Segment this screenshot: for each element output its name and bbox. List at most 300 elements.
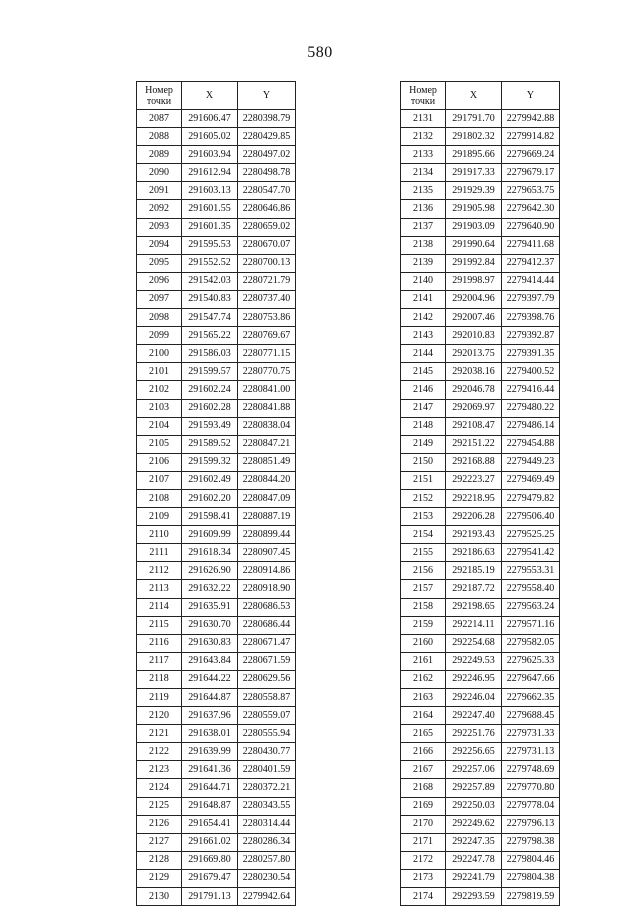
table-row bbox=[401, 888, 560, 906]
table-row bbox=[401, 815, 560, 833]
point-number-cell: 2166 bbox=[401, 743, 446, 761]
point-number-cell: 2094 bbox=[137, 236, 182, 254]
point-number-cell: 2149 bbox=[401, 435, 446, 453]
x-cell: 292108.47 bbox=[446, 417, 502, 435]
y-cell: 2280700.13 bbox=[238, 254, 296, 272]
table-row bbox=[401, 309, 560, 327]
x-cell: 291644.22 bbox=[182, 670, 238, 688]
x-cell: 291595.53 bbox=[182, 236, 238, 254]
table-row bbox=[137, 435, 296, 453]
point-number-cell: 2096 bbox=[137, 272, 182, 290]
table-row bbox=[401, 110, 560, 128]
x-cell: 292247.40 bbox=[446, 707, 502, 725]
point-number-cell: 2169 bbox=[401, 797, 446, 815]
table-row bbox=[137, 471, 296, 489]
point-number-cell: 2100 bbox=[137, 345, 182, 363]
x-cell: 291565.22 bbox=[182, 327, 238, 345]
table-row bbox=[137, 544, 296, 562]
x-cell: 291654.41 bbox=[182, 815, 238, 833]
x-cell: 292007.46 bbox=[446, 309, 502, 327]
point-number-cell: 2159 bbox=[401, 616, 446, 634]
x-cell: 292046.78 bbox=[446, 381, 502, 399]
point-number-cell: 2133 bbox=[401, 146, 446, 164]
x-cell: 291593.49 bbox=[182, 417, 238, 435]
y-cell: 2280671.59 bbox=[238, 652, 296, 670]
table-row bbox=[401, 417, 560, 435]
table-row bbox=[137, 345, 296, 363]
table-row bbox=[401, 616, 560, 634]
point-number-cell: 2129 bbox=[137, 869, 182, 887]
y-cell: 2279414.44 bbox=[502, 272, 560, 290]
table-row bbox=[137, 851, 296, 869]
x-cell: 292250.03 bbox=[446, 797, 502, 815]
y-cell: 2279642.30 bbox=[502, 200, 560, 218]
y-cell: 2280558.87 bbox=[238, 689, 296, 707]
y-cell: 2280559.07 bbox=[238, 707, 296, 725]
y-header: Y bbox=[238, 82, 296, 110]
table-row bbox=[401, 290, 560, 308]
x-cell: 291602.49 bbox=[182, 471, 238, 489]
y-cell: 2280398.79 bbox=[238, 110, 296, 128]
table-row bbox=[137, 182, 296, 200]
y-cell: 2280230.54 bbox=[238, 869, 296, 887]
table-row bbox=[137, 254, 296, 272]
table-row bbox=[137, 526, 296, 544]
x-cell: 291601.35 bbox=[182, 218, 238, 236]
point-number-cell: 2089 bbox=[137, 146, 182, 164]
y-cell: 2280646.86 bbox=[238, 200, 296, 218]
point-number-cell: 2099 bbox=[137, 327, 182, 345]
table-row bbox=[401, 670, 560, 688]
y-cell: 2279653.75 bbox=[502, 182, 560, 200]
point-number-cell: 2109 bbox=[137, 508, 182, 526]
y-cell: 2280907.45 bbox=[238, 544, 296, 562]
point-number-cell: 2139 bbox=[401, 254, 446, 272]
x-cell: 292187.72 bbox=[446, 580, 502, 598]
point-number-cell: 2163 bbox=[401, 689, 446, 707]
y-cell: 2280547.70 bbox=[238, 182, 296, 200]
point-number-cell: 2134 bbox=[401, 164, 446, 182]
x-cell: 291791.13 bbox=[182, 888, 238, 906]
point-number-cell: 2091 bbox=[137, 182, 182, 200]
x-cell: 291601.55 bbox=[182, 200, 238, 218]
x-cell: 292168.88 bbox=[446, 453, 502, 471]
x-cell: 291679.47 bbox=[182, 869, 238, 887]
point-number-cell: 2128 bbox=[137, 851, 182, 869]
point-number-cell: 2093 bbox=[137, 218, 182, 236]
x-cell: 291661.02 bbox=[182, 833, 238, 851]
x-cell: 292249.53 bbox=[446, 652, 502, 670]
point-number-cell: 2167 bbox=[401, 761, 446, 779]
table-row bbox=[401, 779, 560, 797]
x-header: X bbox=[446, 82, 502, 110]
x-cell: 291641.36 bbox=[182, 761, 238, 779]
y-cell: 2279625.33 bbox=[502, 652, 560, 670]
point-number-cell: 2145 bbox=[401, 363, 446, 381]
y-cell: 2280753.86 bbox=[238, 309, 296, 327]
x-cell: 291635.91 bbox=[182, 598, 238, 616]
table-row bbox=[401, 526, 560, 544]
y-cell: 2279942.88 bbox=[502, 110, 560, 128]
point-number-cell: 2158 bbox=[401, 598, 446, 616]
y-cell: 2279798.38 bbox=[502, 833, 560, 851]
table-row bbox=[137, 236, 296, 254]
table-row bbox=[401, 236, 560, 254]
y-cell: 2280918.90 bbox=[238, 580, 296, 598]
x-cell: 292257.06 bbox=[446, 761, 502, 779]
x-cell: 291602.20 bbox=[182, 489, 238, 507]
y-cell: 2280887.19 bbox=[238, 508, 296, 526]
y-cell: 2279942.64 bbox=[238, 888, 296, 906]
x-cell: 292246.04 bbox=[446, 689, 502, 707]
x-cell: 291542.03 bbox=[182, 272, 238, 290]
y-cell: 2279688.45 bbox=[502, 707, 560, 725]
point-number-header bbox=[401, 82, 446, 110]
table-row bbox=[401, 761, 560, 779]
table-row bbox=[401, 743, 560, 761]
x-cell: 291917.33 bbox=[446, 164, 502, 182]
y-cell: 2279804.46 bbox=[502, 851, 560, 869]
table-header bbox=[401, 82, 560, 110]
point-number-cell: 2102 bbox=[137, 381, 182, 399]
x-cell: 292004.96 bbox=[446, 290, 502, 308]
point-number-cell: 2090 bbox=[137, 164, 182, 182]
y-cell: 2280851.49 bbox=[238, 453, 296, 471]
table-row bbox=[401, 345, 560, 363]
y-cell: 2280314.44 bbox=[238, 815, 296, 833]
table-row bbox=[137, 634, 296, 652]
x-cell: 292069.97 bbox=[446, 399, 502, 417]
table-row bbox=[401, 471, 560, 489]
x-cell: 291639.99 bbox=[182, 743, 238, 761]
x-cell: 291602.24 bbox=[182, 381, 238, 399]
point-number-cell: 2103 bbox=[137, 399, 182, 417]
table-row bbox=[137, 580, 296, 598]
table-row bbox=[137, 779, 296, 797]
y-cell: 2280686.53 bbox=[238, 598, 296, 616]
table-row bbox=[401, 218, 560, 236]
x-cell: 291895.66 bbox=[446, 146, 502, 164]
x-cell: 291589.52 bbox=[182, 435, 238, 453]
table-row bbox=[401, 146, 560, 164]
x-cell: 292185.19 bbox=[446, 562, 502, 580]
y-cell: 2280838.04 bbox=[238, 417, 296, 435]
y-cell: 2280737.40 bbox=[238, 290, 296, 308]
point-number-cell: 2105 bbox=[137, 435, 182, 453]
table-row bbox=[137, 128, 296, 146]
x-cell: 291599.57 bbox=[182, 363, 238, 381]
point-number-cell: 2108 bbox=[137, 489, 182, 507]
y-cell: 2279479.82 bbox=[502, 489, 560, 507]
x-cell: 291602.28 bbox=[182, 399, 238, 417]
page-number: 580 bbox=[307, 44, 333, 61]
table-row bbox=[137, 200, 296, 218]
y-cell: 2279397.79 bbox=[502, 290, 560, 308]
point-number-cell: 2164 bbox=[401, 707, 446, 725]
table-row bbox=[137, 164, 296, 182]
x-cell: 291644.87 bbox=[182, 689, 238, 707]
x-cell: 291802.32 bbox=[446, 128, 502, 146]
table-row bbox=[137, 327, 296, 345]
x-cell: 291552.52 bbox=[182, 254, 238, 272]
point-number-cell: 2144 bbox=[401, 345, 446, 363]
table-row bbox=[401, 128, 560, 146]
x-cell: 292151.22 bbox=[446, 435, 502, 453]
x-cell: 291791.70 bbox=[446, 110, 502, 128]
x-cell: 292249.62 bbox=[446, 815, 502, 833]
point-number-cell: 2136 bbox=[401, 200, 446, 218]
y-cell: 2280372.21 bbox=[238, 779, 296, 797]
y-cell: 2279391.35 bbox=[502, 345, 560, 363]
x-cell: 292193.43 bbox=[446, 526, 502, 544]
x-cell: 291648.87 bbox=[182, 797, 238, 815]
point-number-cell: 2130 bbox=[137, 888, 182, 906]
x-header: X bbox=[182, 82, 238, 110]
table-row bbox=[401, 381, 560, 399]
y-cell: 2279454.88 bbox=[502, 435, 560, 453]
table-row bbox=[401, 689, 560, 707]
y-cell: 2280841.88 bbox=[238, 399, 296, 417]
table-row bbox=[137, 489, 296, 507]
table-row bbox=[137, 815, 296, 833]
table-row bbox=[137, 399, 296, 417]
table-row bbox=[401, 851, 560, 869]
y-cell: 2280670.07 bbox=[238, 236, 296, 254]
table-row bbox=[137, 381, 296, 399]
table-row bbox=[401, 869, 560, 887]
y-cell: 2280847.21 bbox=[238, 435, 296, 453]
table-row bbox=[401, 598, 560, 616]
y-cell: 2279731.13 bbox=[502, 743, 560, 761]
point-number-cell: 2137 bbox=[401, 218, 446, 236]
point-number-cell: 2135 bbox=[401, 182, 446, 200]
point-header-line2: точки bbox=[146, 95, 172, 107]
y-cell: 2279506.40 bbox=[502, 508, 560, 526]
y-cell: 2279486.14 bbox=[502, 417, 560, 435]
y-cell: 2279541.42 bbox=[502, 544, 560, 562]
table-row bbox=[137, 833, 296, 851]
point-number-cell: 2106 bbox=[137, 453, 182, 471]
y-cell: 2279731.33 bbox=[502, 725, 560, 743]
point-number-cell: 2122 bbox=[137, 743, 182, 761]
point-number-cell: 2112 bbox=[137, 562, 182, 580]
point-number-cell: 2098 bbox=[137, 309, 182, 327]
point-number-cell: 2101 bbox=[137, 363, 182, 381]
table-row bbox=[401, 797, 560, 815]
y-cell: 2280847.09 bbox=[238, 489, 296, 507]
point-number-cell: 2110 bbox=[137, 526, 182, 544]
point-number-cell: 2113 bbox=[137, 580, 182, 598]
y-cell: 2279640.90 bbox=[502, 218, 560, 236]
y-cell: 2280721.79 bbox=[238, 272, 296, 290]
point-number-cell: 2121 bbox=[137, 725, 182, 743]
point-number-cell: 2118 bbox=[137, 670, 182, 688]
x-cell: 291630.70 bbox=[182, 616, 238, 634]
y-cell: 2279804.38 bbox=[502, 869, 560, 887]
table-row bbox=[401, 652, 560, 670]
table-row bbox=[401, 254, 560, 272]
y-cell: 2279914.82 bbox=[502, 128, 560, 146]
y-cell: 2280771.15 bbox=[238, 345, 296, 363]
y-cell: 2280914.86 bbox=[238, 562, 296, 580]
point-number-cell: 2092 bbox=[137, 200, 182, 218]
x-cell: 291547.74 bbox=[182, 309, 238, 327]
point-number-cell: 2170 bbox=[401, 815, 446, 833]
point-number-cell: 2161 bbox=[401, 652, 446, 670]
x-cell: 291637.96 bbox=[182, 707, 238, 725]
table-row bbox=[137, 290, 296, 308]
table-row bbox=[137, 110, 296, 128]
x-cell: 292254.68 bbox=[446, 634, 502, 652]
y-cell: 2279411.68 bbox=[502, 236, 560, 254]
y-cell: 2280769.67 bbox=[238, 327, 296, 345]
point-number-cell: 2117 bbox=[137, 652, 182, 670]
table-row bbox=[401, 833, 560, 851]
y-cell: 2280497.02 bbox=[238, 146, 296, 164]
table-row bbox=[401, 489, 560, 507]
y-cell: 2280899.44 bbox=[238, 526, 296, 544]
table-body bbox=[137, 110, 296, 906]
y-cell: 2280844.20 bbox=[238, 471, 296, 489]
y-cell: 2280429.85 bbox=[238, 128, 296, 146]
point-number-cell: 2172 bbox=[401, 851, 446, 869]
table-row bbox=[137, 272, 296, 290]
y-cell: 2279778.04 bbox=[502, 797, 560, 815]
table-row bbox=[401, 544, 560, 562]
table-row bbox=[137, 743, 296, 761]
point-number-cell: 2174 bbox=[401, 888, 446, 906]
point-number-cell: 2138 bbox=[401, 236, 446, 254]
x-cell: 292214.11 bbox=[446, 616, 502, 634]
x-cell: 291606.47 bbox=[182, 110, 238, 128]
table-row bbox=[401, 725, 560, 743]
point-number-cell: 2143 bbox=[401, 327, 446, 345]
table-row bbox=[401, 562, 560, 580]
y-cell: 2279770.80 bbox=[502, 779, 560, 797]
y-cell: 2280430.77 bbox=[238, 743, 296, 761]
x-cell: 292257.89 bbox=[446, 779, 502, 797]
y-cell: 2279480.22 bbox=[502, 399, 560, 417]
y-cell: 2279400.52 bbox=[502, 363, 560, 381]
point-number-cell: 2123 bbox=[137, 761, 182, 779]
y-cell: 2279748.69 bbox=[502, 761, 560, 779]
x-cell: 292038.16 bbox=[446, 363, 502, 381]
coordinate-table-left bbox=[136, 81, 296, 906]
x-cell: 291605.02 bbox=[182, 128, 238, 146]
y-cell: 2279412.37 bbox=[502, 254, 560, 272]
y-cell: 2279563.24 bbox=[502, 598, 560, 616]
table-row bbox=[137, 363, 296, 381]
table-row bbox=[137, 146, 296, 164]
y-cell: 2279553.31 bbox=[502, 562, 560, 580]
point-number-cell: 2132 bbox=[401, 128, 446, 146]
x-cell: 292013.75 bbox=[446, 345, 502, 363]
table-row bbox=[401, 435, 560, 453]
x-cell: 291612.94 bbox=[182, 164, 238, 182]
point-number-cell: 2150 bbox=[401, 453, 446, 471]
point-header-line1: Номер bbox=[409, 84, 437, 96]
y-cell: 2279416.44 bbox=[502, 381, 560, 399]
x-cell: 292246.95 bbox=[446, 670, 502, 688]
table-row bbox=[137, 508, 296, 526]
y-cell: 2279449.23 bbox=[502, 453, 560, 471]
table-row bbox=[401, 399, 560, 417]
point-number-cell: 2127 bbox=[137, 833, 182, 851]
x-cell: 291598.41 bbox=[182, 508, 238, 526]
y-cell: 2279558.40 bbox=[502, 580, 560, 598]
y-cell: 2279398.76 bbox=[502, 309, 560, 327]
x-cell: 291643.84 bbox=[182, 652, 238, 670]
point-number-cell: 2140 bbox=[401, 272, 446, 290]
y-cell: 2280286.34 bbox=[238, 833, 296, 851]
table-row bbox=[401, 182, 560, 200]
table-row bbox=[137, 888, 296, 906]
point-number-cell: 2115 bbox=[137, 616, 182, 634]
table-row bbox=[137, 670, 296, 688]
point-number-cell: 2147 bbox=[401, 399, 446, 417]
x-cell: 292218.95 bbox=[446, 489, 502, 507]
y-cell: 2279571.16 bbox=[502, 616, 560, 634]
table-row bbox=[137, 218, 296, 236]
x-cell: 291903.09 bbox=[446, 218, 502, 236]
y-cell: 2279679.17 bbox=[502, 164, 560, 182]
coordinate-table-right bbox=[400, 81, 560, 906]
point-number-cell: 2088 bbox=[137, 128, 182, 146]
table-row bbox=[137, 797, 296, 815]
y-cell: 2280659.02 bbox=[238, 218, 296, 236]
point-number-cell: 2107 bbox=[137, 471, 182, 489]
table-body bbox=[401, 110, 560, 906]
x-cell: 292256.65 bbox=[446, 743, 502, 761]
y-cell: 2280629.56 bbox=[238, 670, 296, 688]
point-number-cell: 2141 bbox=[401, 290, 446, 308]
y-cell: 2279669.24 bbox=[502, 146, 560, 164]
x-cell: 292247.35 bbox=[446, 833, 502, 851]
point-number-cell: 2146 bbox=[401, 381, 446, 399]
point-number-header bbox=[137, 82, 182, 110]
point-number-cell: 2155 bbox=[401, 544, 446, 562]
x-cell: 291609.99 bbox=[182, 526, 238, 544]
point-header-line2: точки bbox=[410, 95, 436, 107]
table-row bbox=[137, 562, 296, 580]
point-number-cell: 2156 bbox=[401, 562, 446, 580]
x-cell: 292293.59 bbox=[446, 888, 502, 906]
x-cell: 291990.64 bbox=[446, 236, 502, 254]
x-cell: 291630.83 bbox=[182, 634, 238, 652]
table-row bbox=[401, 453, 560, 471]
table-row bbox=[401, 580, 560, 598]
x-cell: 292247.78 bbox=[446, 851, 502, 869]
x-cell: 291638.01 bbox=[182, 725, 238, 743]
x-cell: 292251.76 bbox=[446, 725, 502, 743]
table-row bbox=[137, 869, 296, 887]
x-cell: 291599.32 bbox=[182, 453, 238, 471]
point-number-cell: 2126 bbox=[137, 815, 182, 833]
table-row bbox=[137, 689, 296, 707]
x-cell: 291644.71 bbox=[182, 779, 238, 797]
point-number-cell: 2087 bbox=[137, 110, 182, 128]
table-row bbox=[401, 634, 560, 652]
point-number-cell: 2165 bbox=[401, 725, 446, 743]
point-number-cell: 2154 bbox=[401, 526, 446, 544]
table-row bbox=[137, 616, 296, 634]
x-cell: 291540.83 bbox=[182, 290, 238, 308]
x-cell: 292241.79 bbox=[446, 869, 502, 887]
table-row bbox=[137, 598, 296, 616]
x-cell: 292186.63 bbox=[446, 544, 502, 562]
table-row bbox=[401, 363, 560, 381]
table-row bbox=[137, 652, 296, 670]
